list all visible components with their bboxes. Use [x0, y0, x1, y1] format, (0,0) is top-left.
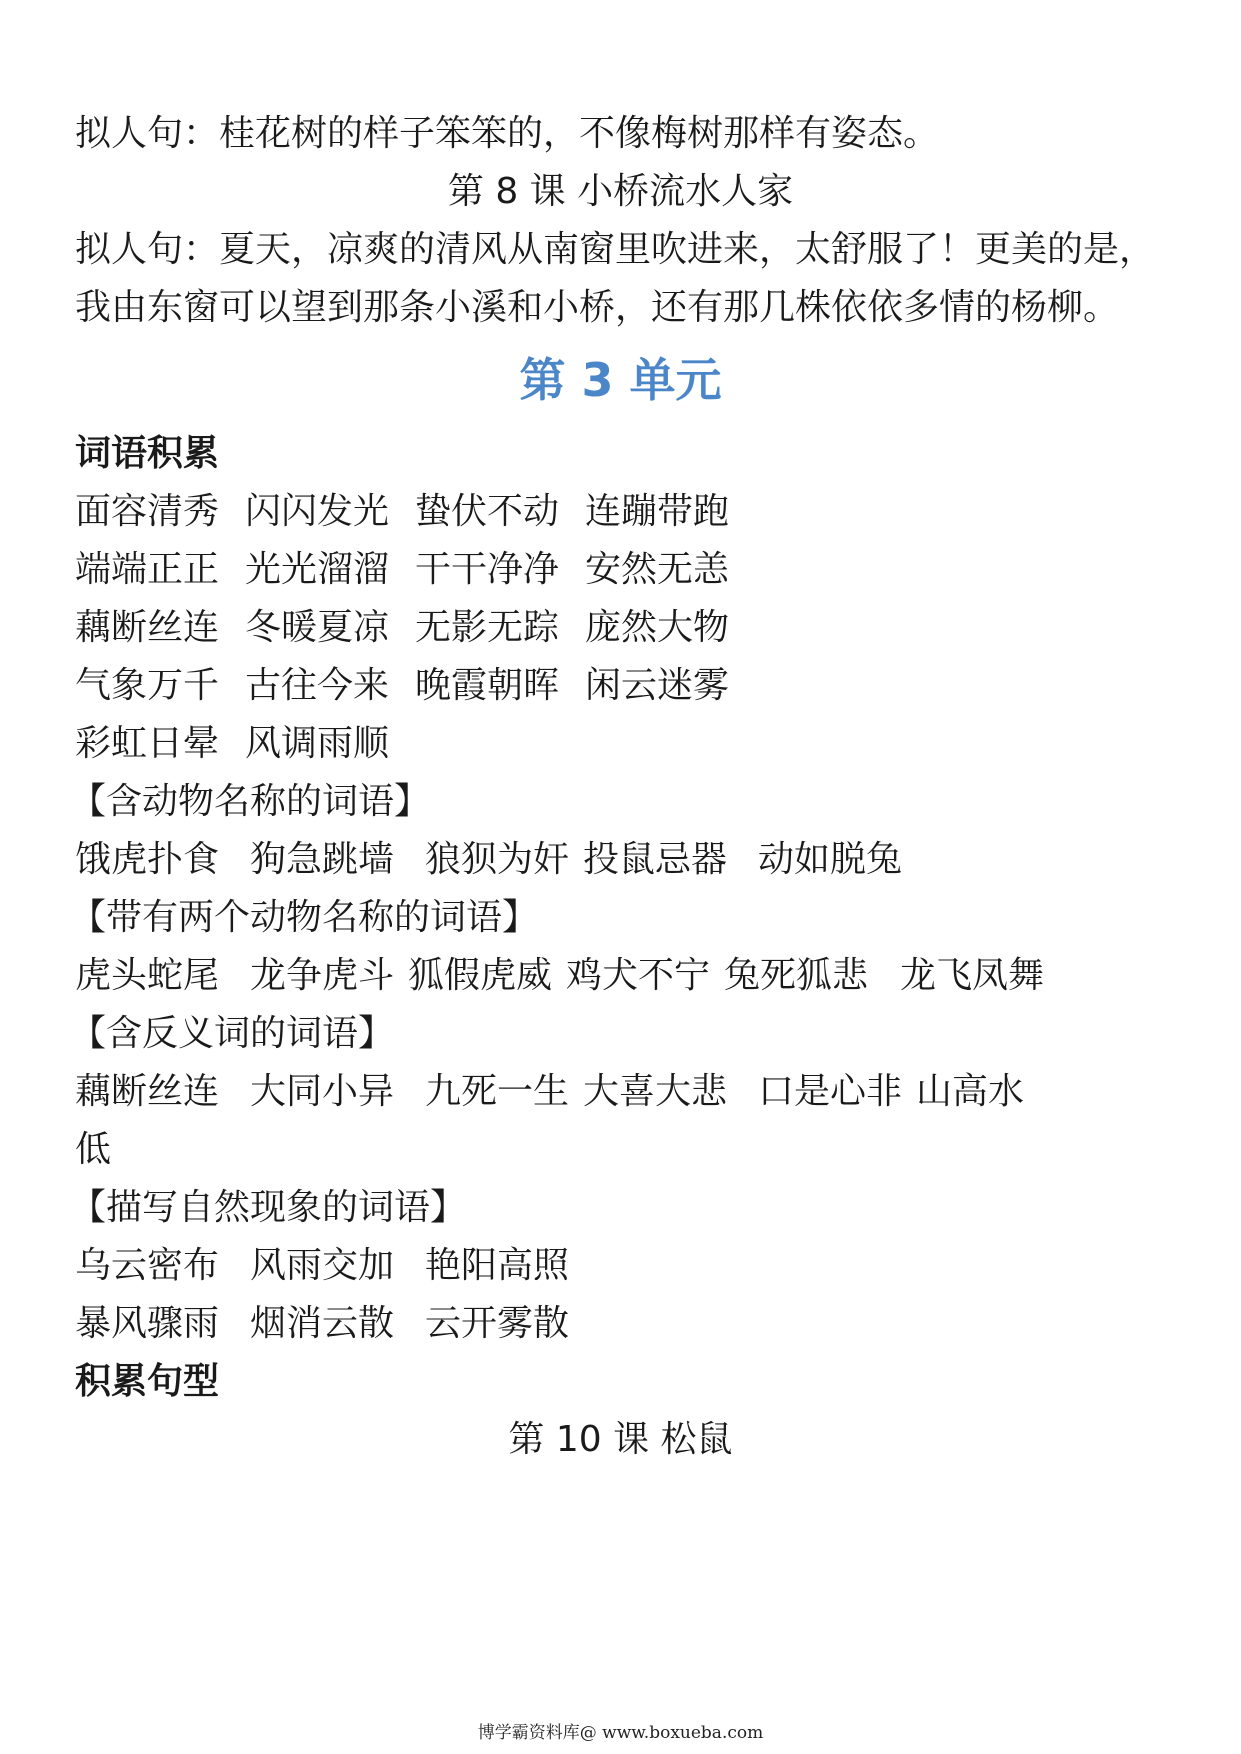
- vocab-heading: 词语积累: [75, 433, 220, 474]
- vocab-word: 艳阳高照: [425, 1245, 570, 1286]
- two-animal-words-heading: 【带有两个动物名称的词语】: [70, 897, 539, 938]
- vocab-word: 面容清秀: [75, 491, 220, 532]
- nature-words-heading: 【描写自然现象的词语】: [70, 1187, 467, 1228]
- vocab-word: 投鼠忌器: [583, 839, 728, 880]
- vocab-word: 无影无踪: [415, 607, 560, 648]
- vocab-word: 鸡犬不宁: [566, 955, 711, 996]
- vocab-word: 藕断丝连: [75, 607, 220, 648]
- vocab-word: 饿虎扑食: [75, 839, 220, 880]
- animal-words-heading: 【含动物名称的词语】: [70, 781, 431, 822]
- vocab-word: 闲云迷雾: [585, 665, 730, 706]
- vocab-word: 烟消云散: [250, 1303, 395, 1344]
- vocab-word: 口是心非: [758, 1071, 903, 1112]
- vocab-word: 闪闪发光: [245, 491, 390, 532]
- vocab-word: 暴风骤雨: [75, 1303, 220, 1344]
- vocab-word: 蛰伏不动: [415, 491, 560, 532]
- vocab-word: 动如脱兔: [758, 839, 903, 880]
- vocab-word: 干干净净: [415, 549, 560, 590]
- unit-3-title: 第 3 单元: [519, 353, 722, 407]
- vocab-word: 风雨交加: [250, 1245, 395, 1286]
- vocab-word: 风调雨顺: [245, 723, 390, 764]
- vocab-word: 九死一生: [425, 1071, 570, 1112]
- vocab-word: 狼狈为奸: [425, 839, 570, 880]
- vocab-word: 晚霞朝晖: [415, 665, 560, 706]
- lesson-10-title: 第 10 课 松鼠: [508, 1419, 733, 1460]
- vocab-word: 连蹦带跑: [585, 491, 730, 532]
- vocab-word: 冬暖夏凉: [245, 607, 390, 648]
- vocab-word: 龙飞凤舞: [900, 955, 1045, 996]
- vocab-word: 虎头蛇尾: [75, 955, 220, 996]
- footer-watermark: 博学霸资料库@ www.boxueba.com: [477, 1723, 764, 1743]
- vocab-word: 狗急跳墙: [250, 839, 395, 880]
- vocab-word: 大喜大悲: [583, 1071, 728, 1112]
- vocab-word: 古往今来: [245, 665, 390, 706]
- sentence-patterns-heading: 积累句型: [75, 1361, 220, 1402]
- vocab-word: 狐假虎威: [408, 955, 553, 996]
- personification-sentence-1: 拟人句：桂花树的样子笨笨的，不像梅树那样有姿态。: [75, 113, 940, 154]
- personification-sentence-2b: 我由东窗可以望到那条小溪和小桥，还有那几株依依多情的杨柳。: [75, 287, 1120, 328]
- lesson-8-title: 第 8 课 小桥流水人家: [447, 171, 794, 212]
- antonym-wrap-text: 低: [75, 1129, 112, 1170]
- vocab-word: 乌云密布: [75, 1245, 220, 1286]
- vocab-word: 兔死狐悲: [724, 955, 869, 996]
- vocab-word: 云开雾散: [425, 1303, 570, 1344]
- vocab-word: 龙争虎斗: [250, 955, 395, 996]
- vocab-word: 山高水: [916, 1071, 1025, 1112]
- vocab-word: 庞然大物: [585, 607, 730, 648]
- vocab-word: 端端正正: [75, 549, 220, 590]
- vocab-word: 彩虹日晕: [75, 723, 220, 764]
- vocab-word: 安然无恙: [585, 549, 730, 590]
- vocab-word: 藕断丝连: [75, 1071, 220, 1112]
- vocab-word: 大同小异: [250, 1071, 395, 1112]
- personification-sentence-2a: 拟人句：夏天，凉爽的清风从南窗里吹进来，太舒服了！更美的是，: [75, 229, 1156, 270]
- vocab-word: 气象万千: [75, 665, 220, 706]
- vocab-word: 光光溜溜: [245, 549, 390, 590]
- antonym-words-heading: 【含反义词的词语】: [70, 1013, 395, 1054]
